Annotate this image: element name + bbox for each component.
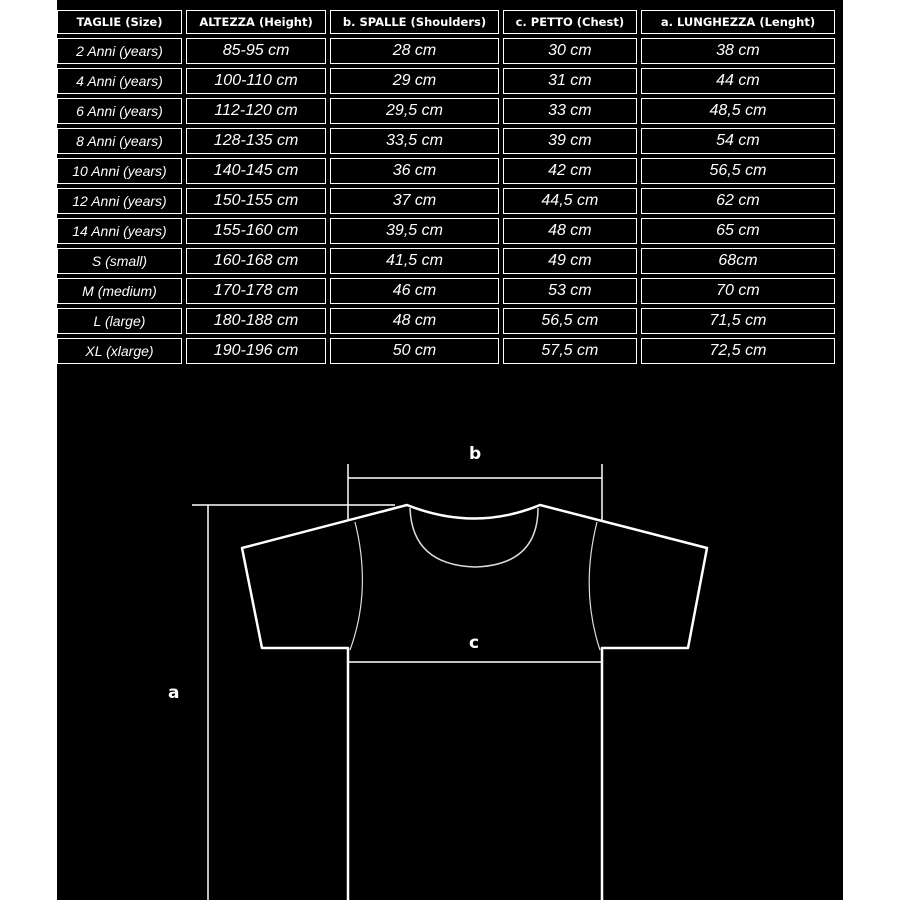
table-cell: 155-160 cm — [186, 218, 326, 244]
table-cell: 28 cm — [330, 38, 499, 64]
table-cell: 128-135 cm — [186, 128, 326, 154]
table-cell: 112-120 cm — [186, 98, 326, 124]
table-cell: 42 cm — [503, 158, 637, 184]
header-shoulders: b. SPALLE (Shoulders) — [330, 10, 499, 34]
table-cell: 29 cm — [330, 68, 499, 94]
table-cell: 100-110 cm — [186, 68, 326, 94]
table-cell: 29,5 cm — [330, 98, 499, 124]
table-cell: 37 cm — [330, 188, 499, 214]
table-cell: 41,5 cm — [330, 248, 499, 274]
header-size: TAGLIE (Size) — [57, 10, 182, 34]
table-cell: 85-95 cm — [186, 38, 326, 64]
table-cell: 14 Anni (years) — [57, 218, 182, 244]
table-cell: 48 cm — [503, 218, 637, 244]
table-cell: 68cm — [641, 248, 835, 274]
table-cell: 12 Anni (years) — [57, 188, 182, 214]
table-cell: 190-196 cm — [186, 338, 326, 364]
tshirt-collar — [410, 508, 538, 567]
right-sleeve-seam — [589, 522, 600, 650]
table-cell: 71,5 cm — [641, 308, 835, 334]
table-cell: 6 Anni (years) — [57, 98, 182, 124]
table-cell: 56,5 cm — [641, 158, 835, 184]
table-cell: 180-188 cm — [186, 308, 326, 334]
table-cell: S (small) — [57, 248, 182, 274]
table-cell: 57,5 cm — [503, 338, 637, 364]
table-cell: 72,5 cm — [641, 338, 835, 364]
table-cell: 39,5 cm — [330, 218, 499, 244]
table-cell: 50 cm — [330, 338, 499, 364]
table-cell: 170-178 cm — [186, 278, 326, 304]
table-cell: 65 cm — [641, 218, 835, 244]
table-cell: XL (xlarge) — [57, 338, 182, 364]
table-cell: 44 cm — [641, 68, 835, 94]
table-cell: 36 cm — [330, 158, 499, 184]
table-cell: 140-145 cm — [186, 158, 326, 184]
table-cell: 49 cm — [503, 248, 637, 274]
left-sleeve-seam — [350, 522, 362, 650]
table-cell: L (large) — [57, 308, 182, 334]
header-length: a. LUNGHEZZA (Lenght) — [641, 10, 835, 34]
table-cell: 150-155 cm — [186, 188, 326, 214]
table-cell: 53 cm — [503, 278, 637, 304]
table-cell: 54 cm — [641, 128, 835, 154]
table-cell: 62 cm — [641, 188, 835, 214]
table-cell: 4 Anni (years) — [57, 68, 182, 94]
table-cell: 48,5 cm — [641, 98, 835, 124]
header-chest: c. PETTO (Chest) — [503, 10, 637, 34]
table-cell: 2 Anni (years) — [57, 38, 182, 64]
table-cell: 38 cm — [641, 38, 835, 64]
header-height: ALTEZZA (Height) — [186, 10, 326, 34]
table-cell: 39 cm — [503, 128, 637, 154]
table-cell: 10 Anni (years) — [57, 158, 182, 184]
table-cell: 46 cm — [330, 278, 499, 304]
table-cell: M (medium) — [57, 278, 182, 304]
table-cell: 33 cm — [503, 98, 637, 124]
table-cell: 48 cm — [330, 308, 499, 334]
length-label: a — [168, 683, 180, 703]
table-cell: 160-168 cm — [186, 248, 326, 274]
shoulder-label: b — [469, 444, 482, 464]
tshirt-outline — [242, 505, 707, 900]
table-cell: 31 cm — [503, 68, 637, 94]
table-cell: 30 cm — [503, 38, 637, 64]
table-cell: 44,5 cm — [503, 188, 637, 214]
table-cell: 33,5 cm — [330, 128, 499, 154]
table-cell: 56,5 cm — [503, 308, 637, 334]
chest-label: c — [469, 633, 480, 653]
table-cell: 8 Anni (years) — [57, 128, 182, 154]
table-cell: 70 cm — [641, 278, 835, 304]
